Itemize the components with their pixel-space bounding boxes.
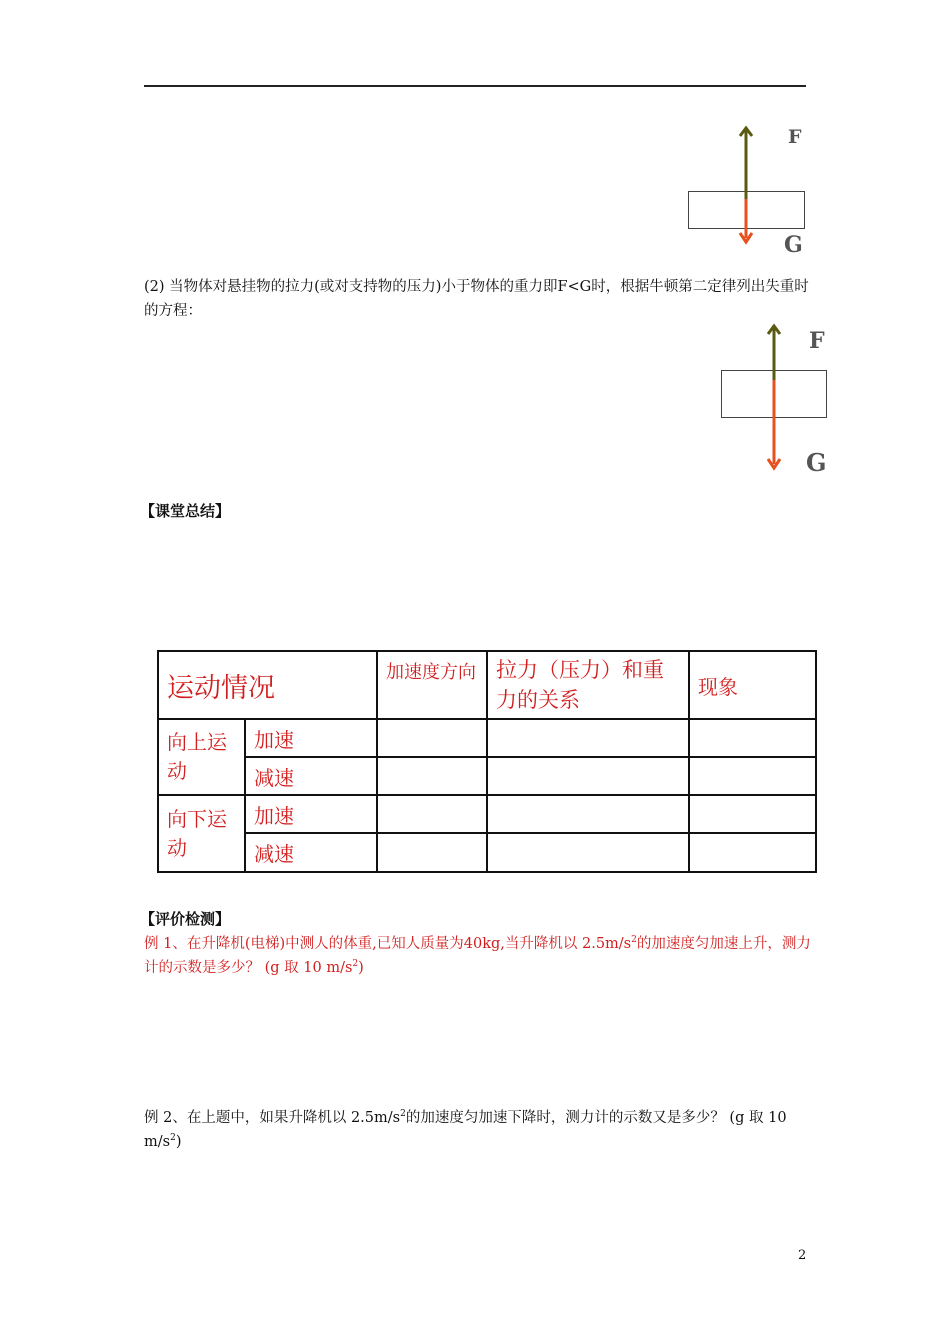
table-cell [689,757,816,795]
summary-table [157,650,817,873]
table-cell [377,795,487,833]
table-cell [377,833,487,872]
group-label-up: 向上运动 [158,719,245,795]
force-label-F: F [788,126,802,148]
table-cell [689,795,816,833]
ex1-sup: 2 [631,935,637,946]
summary-heading: 【课堂总结】 [140,502,231,520]
header-rule [144,85,806,87]
page-number: 2 [798,1248,807,1263]
force-arrows-2 [758,318,798,474]
paragraph-weightlessness: (2) 当物体对悬挂物的拉力(或对支持物的压力)小于物体的重力即F<G时，根据牛顿第二定律列出失重时的方程： [144,279,809,319]
motion-accelerate: 加速 [245,719,377,757]
table-row [158,719,816,757]
motion-decelerate: 减速 [245,757,377,795]
example-1 [144,932,814,980]
example-2 [144,1106,814,1154]
ex1-text: 例 1、在升降机(电梯)中测人的体重,已知人质量为40kg,当升降机以 2.5m/s [144,936,632,952]
ex2-sup: 2 [400,1109,406,1120]
motion-accelerate: 加速 [245,795,377,833]
table-row [158,757,816,795]
ex2-sup2: 2 [170,1133,176,1144]
table-cell [689,719,816,757]
table-cell [487,719,689,757]
ex1-text-mid: 的加速度匀加速上升，测力计的示数是多少？ (g 取 10 m/s [144,936,811,976]
ex1-text-end: ) [358,960,364,976]
table-cell [689,833,816,872]
table-cell [487,757,689,795]
table-cell [487,833,689,872]
table-cell [377,757,487,795]
header-force-relation: 拉力（压力）和重力的关系 [487,651,689,719]
table-row [158,795,816,833]
ex2-text: 例 2、在上题中，如果升降机以 2.5m/s [144,1110,401,1126]
gravity-label-G: G [784,232,803,258]
table-cell [377,719,487,757]
table-header-row [158,651,816,719]
table-cell [487,795,689,833]
header-phenomenon: 现象 [689,651,816,719]
force-arrows-1 [730,120,770,250]
ex1-sup2: 2 [352,959,359,970]
ex2-text-mid: 的加速度匀加速下降时，测力计的示数又是多少？ (g 取 10 m/s [144,1110,787,1150]
motion-decelerate: 减速 [245,833,377,872]
ex2-text-end: ) [175,1134,182,1150]
header-accel-direction: 加速度方向 [377,651,487,719]
force-label-F: F [809,328,825,354]
evaluation-heading: 【评价检测】 [140,910,231,928]
gravity-label-G: G [806,448,827,477]
header-motion: 运动情况 [158,651,377,719]
group-label-down: 向下运动 [158,795,245,872]
table-row [158,833,816,872]
